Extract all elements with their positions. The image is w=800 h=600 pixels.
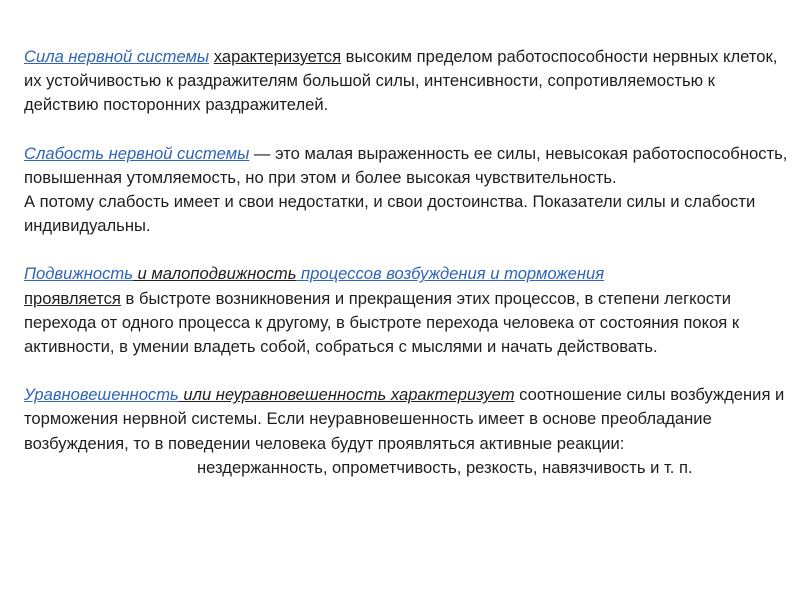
term-weakness: Слабость нервной системы [24,143,250,163]
strength-definition: высоким пределом работоспособности нервных клеток, их устойчивостью к раздражителям большой силы, интенсивности, сопротивляемостью к действию посторонних раздражителей. [24,47,778,115]
paragraph-balance [7,383,792,456]
paragraph-strength [7,45,792,118]
reactions-list: нездержанность, опрометчивость, резкость, навязчивость и т. п. [197,457,693,477]
term-balance: Уравновешенность [24,385,179,405]
term-processes: процессов возбуждения и торможения [296,264,605,284]
term-strength: Сила нервной системы [24,47,210,66]
term-imbalance: или неуравновешенность характеризует [178,385,515,405]
weakness-note: А потому слабость имеет и свои недостатки, и свои достоинства. Показатели силы и слабости индивидуальны. [24,192,756,236]
verb-characterizes: характеризуется [213,47,342,66]
paragraph-weakness [7,142,792,190]
weakness-definition: — это малая выраженность ее силы, невысокая работоспособность, повышенная утомляемость, но при этом и более высокая чувствительность. [24,143,788,187]
mobility-definition: в быстроте возникновения и прекращения этих процессов, в степени легкости перехода от одного процесса к другому, в быстроте перехода человека от состояния покоя к активности, в умении владеть собой, собраться с мыслями и начать действовать. [24,288,740,357]
paragraph-mobility [7,262,792,359]
slide-text [7,45,792,480]
term-mobility: Подвижность [24,264,133,284]
paragraph-reactions-list [7,456,792,480]
paragraph-weakness-note [7,190,792,238]
verb-manifests: проявляется [24,288,121,308]
balance-definition: соотношение силы возбуждения и торможения нервной системы. Если неуравновешенность имеет в основе преобладание возбуждения, то в поведении человека будут проявляться активные реакции: [24,385,785,453]
term-low-mobility: и малоподвижность [132,264,297,284]
